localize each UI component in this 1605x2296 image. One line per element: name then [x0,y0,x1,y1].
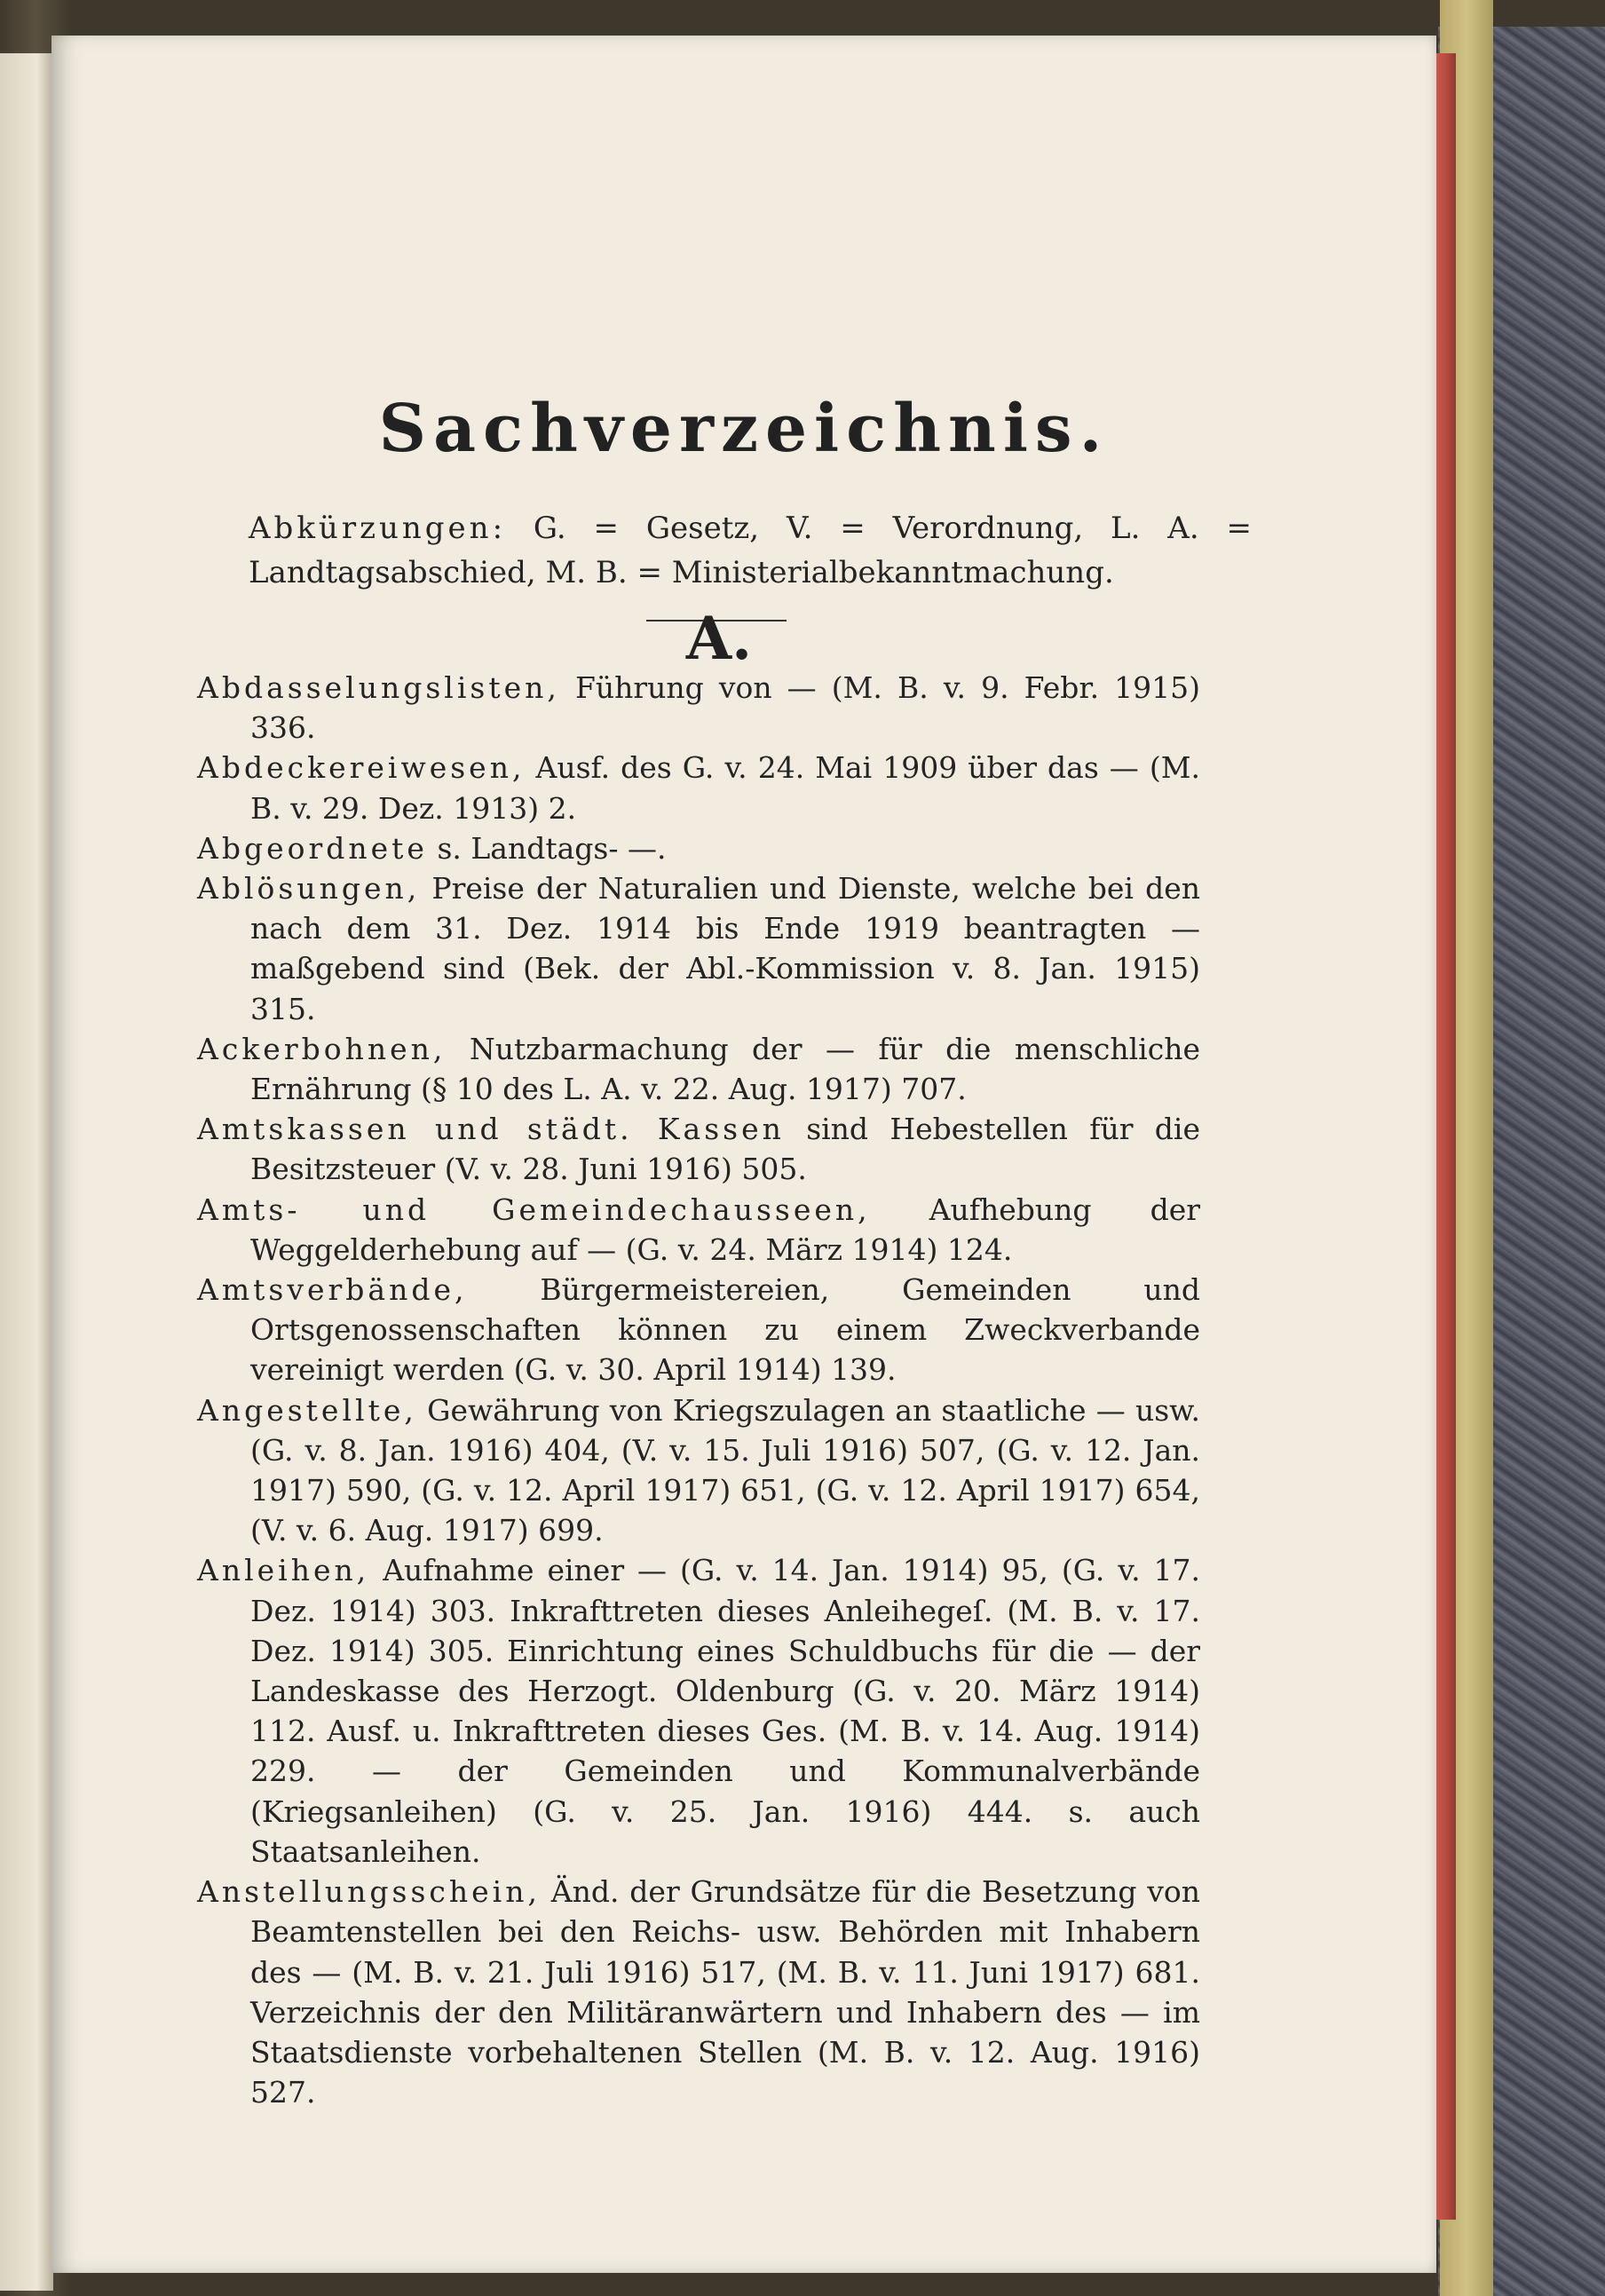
index-entry [197,1190,1200,1270]
abbreviations-text: G. = Gesetz, V. = Verordnung, L. A. = Landtagsabschied, M. B. = Ministerialbekanntmachung. [249,511,1253,590]
index-entries [197,668,1200,2112]
index-entry [197,828,1200,868]
entry-text: Gewährung von Kriegszulagen an staatliche — usw. (G. v. 8. Jan. 1916) 404, (V. v. 15. Juli 1916) 507, (G. v. 12. Jan. 1917) 590, (G. v. 12. April 1917) 651, (G. v. 12. April 1917) 654, (V. v. 6. Aug. 1917) 699. [250,1392,1201,1548]
entry-text: s. Landtags- —. [437,830,667,866]
index-entry [197,1390,1200,1551]
index-entry [197,1109,1200,1189]
entry-keyword: Anleihen, [197,1553,370,1588]
entry-text: sind Hebestellen für die Besitzsteuer (V. v. 28. Juni 1916) 505. [250,1112,1200,1187]
index-entry [197,1872,1200,2112]
entry-keyword: Abdasselungslisten, [197,670,560,705]
entry-keyword: Abdeckereiwesen, [197,750,526,786]
index-entry [197,1550,1200,1872]
previous-page-edge [0,53,53,2291]
entry-keyword: Ablösungen, [197,871,421,907]
entry-text: Änd. der Grundsätze für die Besetzung von Beamtenstellen bei den Reichs- usw. Behörden mit Inhabern des — (M. B. v. 21. Juli 1916) 517, (M. B. v. 11. Juni 1917) 681. Verzeichnis der den Militäranwärtern und Inhabern des — im Staatsdienste vorbehaltenen Stellen (M. B. v. 12. Aug. 1916) 527. [250,1874,1201,2110]
entry-keyword: Amtskassen und städt. Kassen [197,1112,785,1147]
page-title: Sachverzeichnis. [378,391,1110,467]
abbreviations-note [249,506,1252,595]
index-entry [197,1029,1200,1109]
entry-text: Nutzbarmachung der — für die menschliche Ernährung (§ 10 des L. A. v. 22. Aug. 1917) 707. [250,1031,1200,1107]
entry-keyword: Amts- und Gemeindechausseen, [197,1192,871,1227]
index-entry [197,868,1200,1029]
section-letter: A. [685,604,753,673]
entry-text: Preise der Naturalien und Dienste, welche bei den nach dem 31. Dez. 1914 bis Ende 1919 beantragten — maßgebend sind (Bek. der Abl.-Kommission v. 8. Jan. 1915) 315. [250,871,1200,1026]
entry-text: Führung von — (M. B. v. 9. Febr. 1915) 336. [250,670,1200,746]
entry-keyword: Abgeordnete [197,830,428,866]
entry-keyword: Angestellte, [197,1392,417,1428]
entry-keyword: Amtsverbände, [197,1272,468,1308]
index-entry [197,668,1200,748]
index-entry [197,748,1200,827]
entry-text: Aufhebung der Weggelderhebung auf — (G. v. 24. März 1914) 124. [250,1192,1200,1267]
entry-keyword: Anstellungsschein, [197,1874,541,1910]
entry-text: Ausf. des G. v. 24. Mai 1909 über das — (M. B. v. 29. Dez. 1913) 2. [250,750,1200,826]
abbreviations-label: Abkürzungen: [249,511,507,546]
entry-keyword: Ackerbohnen, [197,1031,447,1066]
entry-text: Bürgermeistereien, Gemeinden und Ortsgenossenschaften können zu einem Zweckverbande vereinigt werden (G. v. 30. April 1914) 139. [250,1272,1200,1388]
entry-text: Aufnahme einer — (G. v. 14. Jan. 1914) 95, (G. v. 17. Dez. 1914) 303. Inkrafttreten dieses Anleihegeſ. (M. B. v. 17. Dez. 1914) 305. Einrichtung eines Schuldbuchs für die — der Landeskasse des Herzogt. Oldenburg (G. v. 20. März 1914) 112. Ausf. u. Inkrafttreten dieses Ges. (M. B. v. 14. Aug. 1914) 229. — der Gemeinden und Kommunalverbände (Kriegsanleihen) (G. v. 25. Jan. 1916) 444. s. auch Staatsanleihen. [250,1553,1200,1869]
index-entry [197,1270,1200,1390]
